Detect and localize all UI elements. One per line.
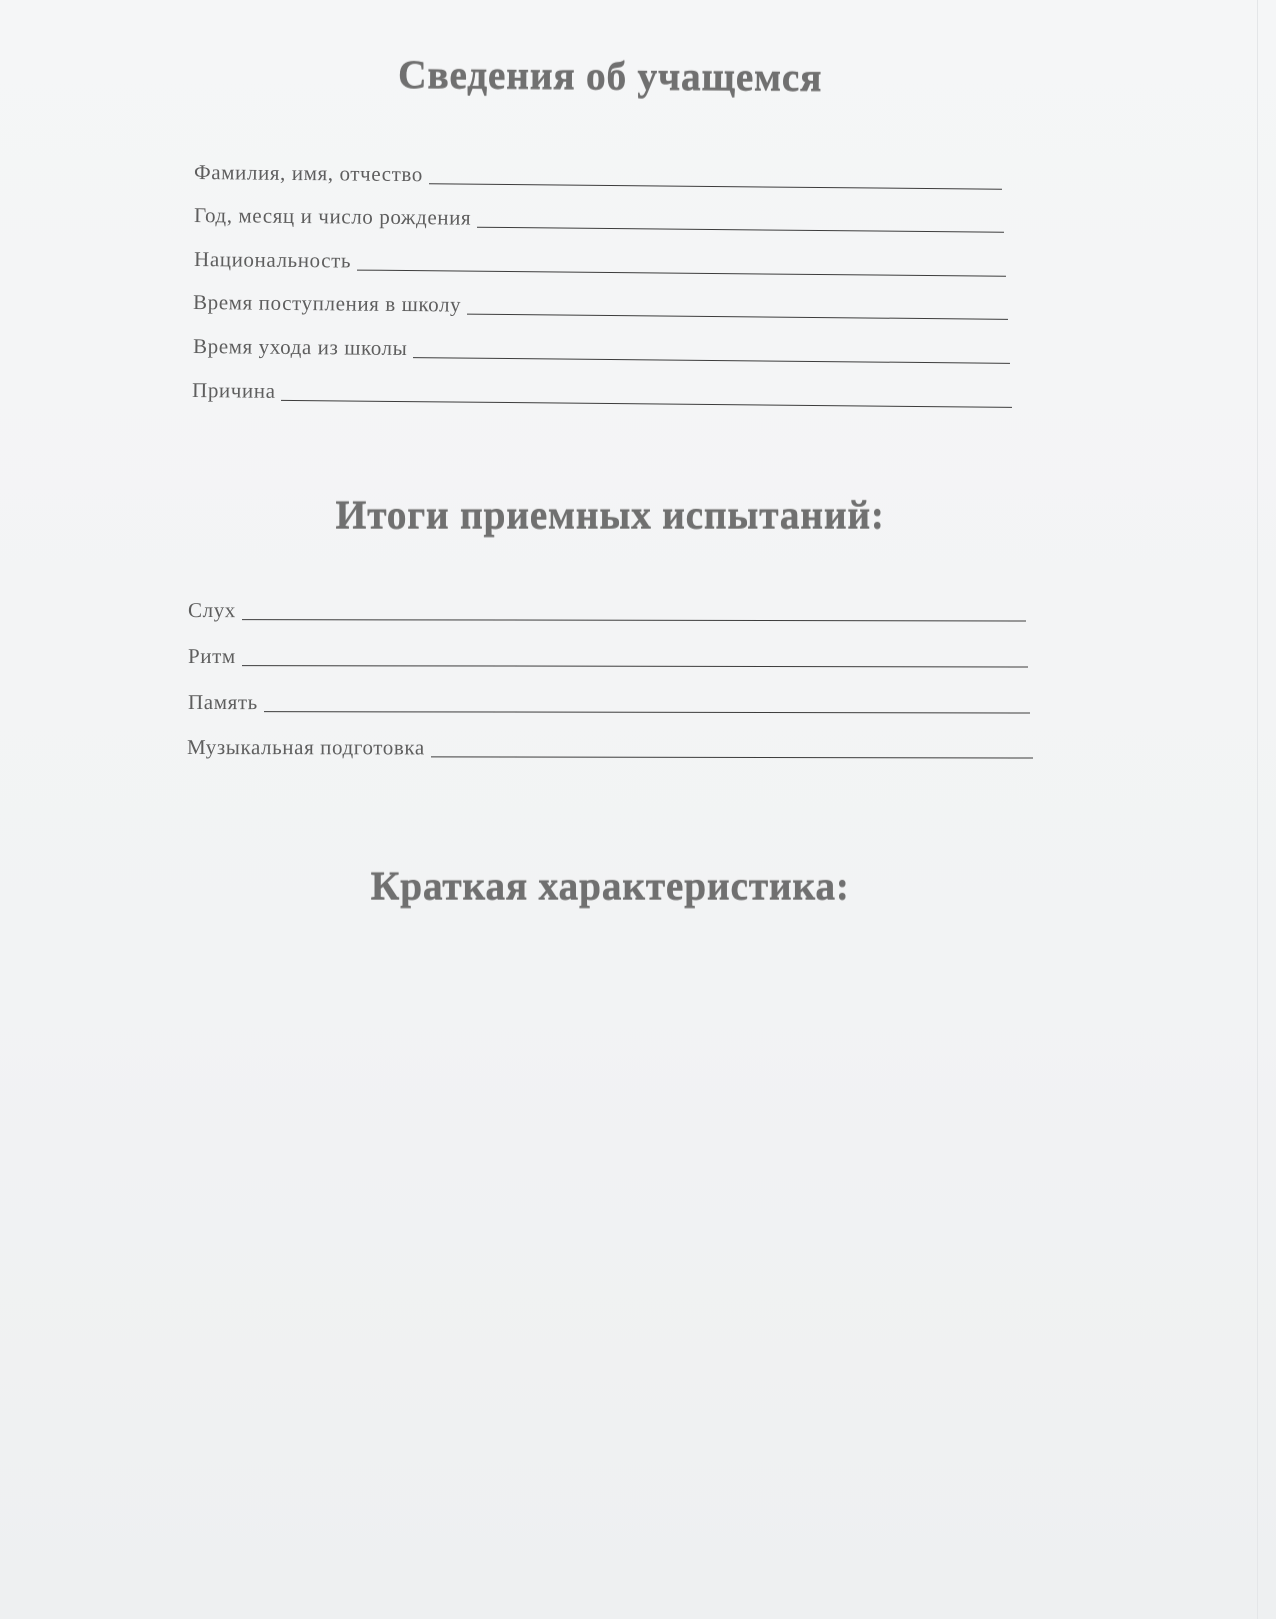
student-info-heading: Сведения об учащемся (397, 51, 823, 100)
fill-line[interactable] (413, 357, 1010, 364)
field-nationality (194, 247, 1006, 279)
field-label: Причина (192, 378, 276, 403)
fill-line[interactable] (477, 227, 1004, 233)
fill-line[interactable] (431, 756, 1033, 758)
fill-line[interactable] (242, 619, 1026, 621)
fill-line[interactable] (467, 314, 1008, 320)
field-label: Время ухода из школы (193, 334, 408, 361)
field-music-training (187, 735, 1033, 760)
field-label: Слух (188, 598, 236, 623)
field-label: Память (188, 690, 258, 715)
field-leave-date (193, 334, 1010, 366)
field-birth-date (194, 203, 1004, 235)
field-reason (192, 378, 1012, 410)
field-full-name (194, 160, 1002, 192)
fill-line[interactable] (429, 183, 1002, 190)
field-label: Время поступления в школу (193, 290, 462, 317)
exam-results-heading: Итоги приемных испытаний: (335, 492, 885, 537)
fill-line[interactable] (357, 270, 1006, 277)
fill-line[interactable] (242, 665, 1028, 667)
fill-line[interactable] (264, 711, 1030, 713)
field-label: Год, месяц и число рождения (194, 203, 472, 230)
field-memory (188, 690, 1030, 715)
page-edge (1257, 0, 1258, 1619)
field-label: Фамилия, имя, отчество (194, 160, 424, 187)
field-enrollment-date (193, 290, 1008, 322)
field-hearing (188, 598, 1026, 623)
field-rhythm (188, 644, 1028, 669)
field-label: Ритм (188, 644, 236, 669)
field-label: Национальность (194, 247, 352, 273)
fill-line[interactable] (281, 400, 1012, 408)
field-label: Музыкальная подготовка (187, 735, 425, 760)
brief-description-heading: Краткая характеристика: (370, 863, 850, 908)
